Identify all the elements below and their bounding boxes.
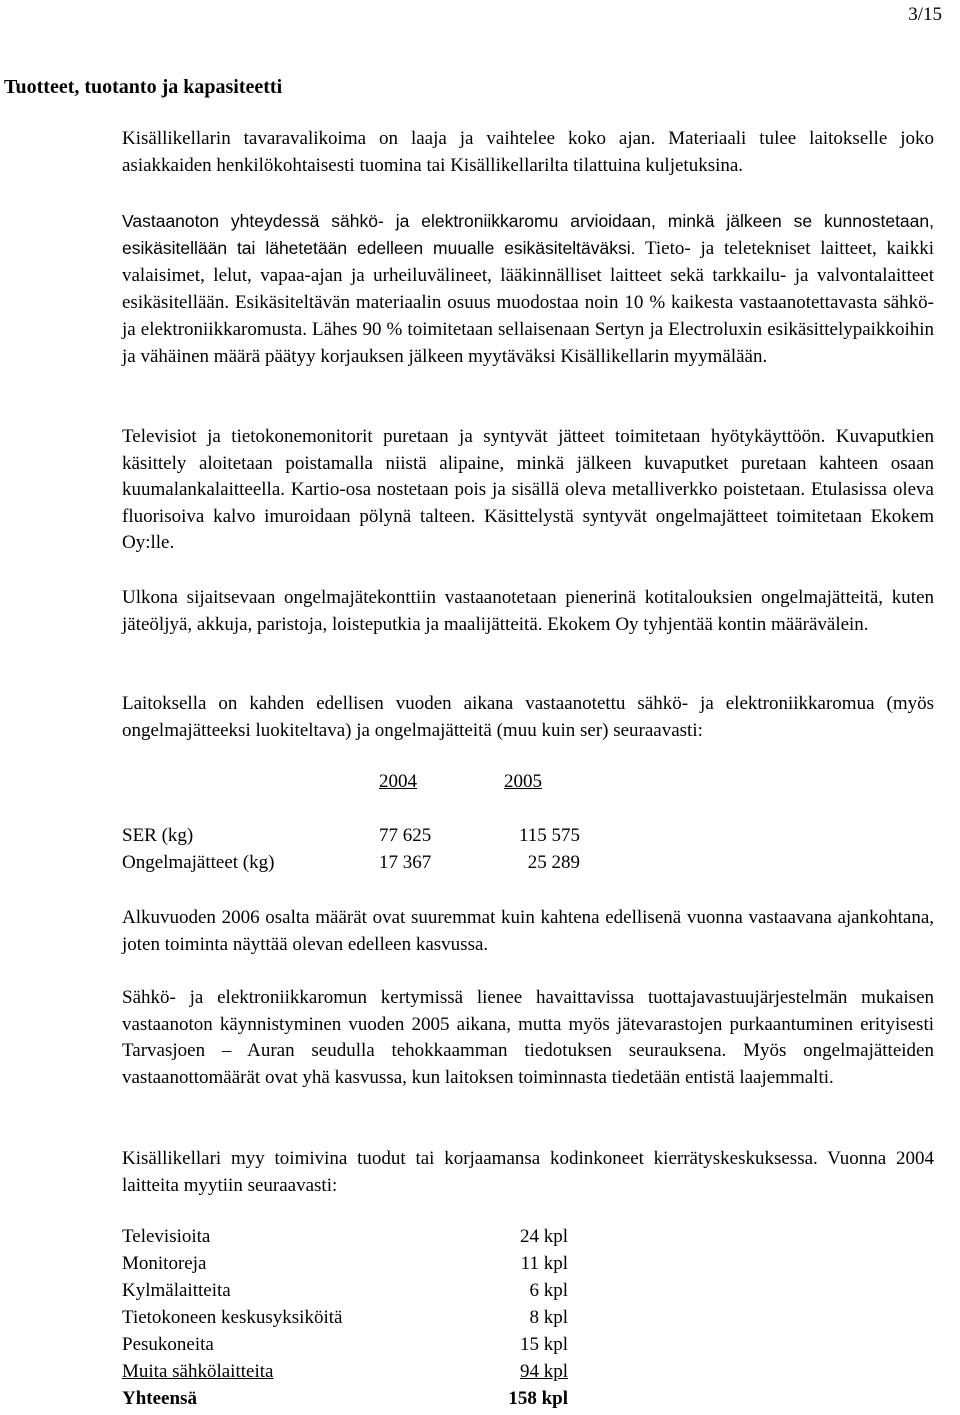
paragraph-4: [122, 585, 934, 638]
year-header-2004: 2004: [379, 771, 417, 792]
item-count: 15 kpl: [519, 1334, 568, 1355]
page-number: 3/15: [908, 4, 942, 25]
paragraph-text: Ulkona sijaitsevaan ongelmajätekonttiin vastaanotetaan pienerinä kotitalouksien ongelmajätteitä, kuten jäteöljyä, akkuja, paristoja, loisteputkia ja maalijätteitä. Ekokem Oy tyhjentää kontin määrävälein.: [122, 587, 934, 635]
paragraph-2: [122, 208, 934, 370]
year-header-2005: 2005: [504, 771, 542, 792]
total-count: 158 kpl: [508, 1388, 568, 1409]
item-label: Televisioita: [122, 1226, 211, 1247]
table-row: [122, 1361, 568, 1388]
value-2004: 17 367: [379, 852, 432, 873]
item-count: 24 kpl: [519, 1226, 568, 1247]
paragraph-text-sans: Vastaanoton yhteydessä sähkö- ja elektroniikkaromu arvioidaan, minkä jälkeen se kunnostetaan, esikäsitellään tai lähetetään edelleen muualle esikäsiteltäväksi.: [122, 211, 934, 258]
value-2005: 25 289: [527, 852, 580, 873]
value-2005: 115 575: [518, 825, 580, 846]
section-title: Tuotteet, tuotanto ja kapasiteetti: [4, 76, 283, 98]
paragraph-text: Laitoksella on kahden edellisen vuoden aikana vastaanotettu sähkö- ja elektroniikkaromua (myös ongelmajätteeksi luokiteltava) ja ongelmajätteitä (muu kuin ser) seuraavasti:: [122, 693, 934, 741]
paragraph-text: Televisiot ja tietokonemonitorit puretaan ja syntyvät jätteet toimitetaan hyötykäyttöön. Kuvaputkien käsittely aloitetaan poistamalla niistä alipaine, minkä jälkeen kuvaputket puretaan kahteen osaan kuumalankalaitteella. Kartio-osa nostetaan pois ja sisällä oleva metalliverkko poistetaan. Etulasissa oleva fluorisoiva kalvo imuroidaan pölynä talteen. Käsittelystä syntyvät ongelmajätteet toimitetaan Ekokem Oy:lle.: [122, 426, 934, 553]
paragraph-text: Kisällikellarin tavaravalikoima on laaja ja vaihtelee koko ajan. Materiaali tulee laitokselle joko asiakkaiden henkilökohtaisesti tuomina tai Kisällikellarilta tilattuina kuljetuksina.: [122, 128, 934, 176]
table-row: [122, 1280, 568, 1307]
paragraph-7: [122, 985, 934, 1091]
item-count: 8 kpl: [529, 1307, 568, 1328]
table-row: [122, 1307, 568, 1334]
sales-table: [122, 1226, 568, 1415]
paragraph-8: [122, 1146, 934, 1199]
paragraph-text: Alkuvuoden 2006 osalta määrät ovat suuremmat kuin kahtena edellisenä vuonna vastaavana ajankohtana, joten toiminta näyttää olevan edelleen kasvussa.: [122, 907, 934, 955]
row-label: SER (kg): [122, 825, 194, 846]
total-row: [122, 1388, 568, 1415]
item-label: Pesukoneita: [122, 1334, 214, 1355]
value-2004: 77 625: [379, 825, 432, 846]
item-label: Kylmälaitteita: [122, 1280, 231, 1301]
item-label: Monitoreja: [122, 1253, 207, 1274]
row-label: Ongelmajätteet (kg): [122, 852, 275, 873]
item-label: Tietokoneen keskusyksiköitä: [122, 1307, 343, 1328]
paragraph-1: [122, 126, 934, 179]
table-row: [122, 1334, 568, 1361]
item-count: 94 kpl: [519, 1361, 568, 1382]
table-row: [122, 1226, 568, 1253]
item-count: 6 kpl: [529, 1280, 568, 1301]
item-count: 11 kpl: [520, 1253, 568, 1274]
paragraph-6: [122, 905, 934, 958]
paragraph-text: Tieto- ja teletekniset laitteet, kaikki valaisimet, lelut, vapaa-ajan ja urheiluvälineet, lääkinnälliset laitteet sekä tarkkailu- ja valvontalaitteet esikäsitellään. Esikäsiteltävän materiaalin osuus muodostaa noin 10 % kaikesta vastaanotettavasta sähkö- ja elektroniikkaromusta. Lähes 90 % toimitetaan sellaisenaan Sertyn ja Electroluxin esikäsittelypaikkoihin ja vähäinen määrä päätyy korjauksen jälkeen myytäväksi Kisällikellarin myymälään.: [122, 238, 934, 367]
total-label: Yhteensä: [122, 1388, 197, 1409]
paragraph-text: Kisällikellari myy toimivina tuodut tai korjaamansa kodinkoneet kierrätyskeskuksessa. Vuonna 2004 laitteita myytiin seuraavasti:: [122, 1148, 934, 1196]
paragraph-text: Sähkö- ja elektroniikkaromun kertymissä lienee havaittavissa tuottajavastuujärjestelmän mukaisen vastaanoton käynnistyminen vuoden 2005 aikana, mutta myös jätevarastojen purkaantuminen erityisesti Tarvasjoen – Auran seudulla tehokkaamman tiedotuksen seurauksena. Myös ongelmajätteiden vastaanottomäärät ovat yhä kasvussa, kun laitoksen toiminnasta tiedetään entistä laajemmalti.: [122, 987, 934, 1088]
paragraph-3: [122, 424, 934, 557]
item-label: Muita sähkölaitteita: [122, 1361, 274, 1382]
paragraph-5: [122, 691, 934, 744]
table-row: [122, 1253, 568, 1280]
